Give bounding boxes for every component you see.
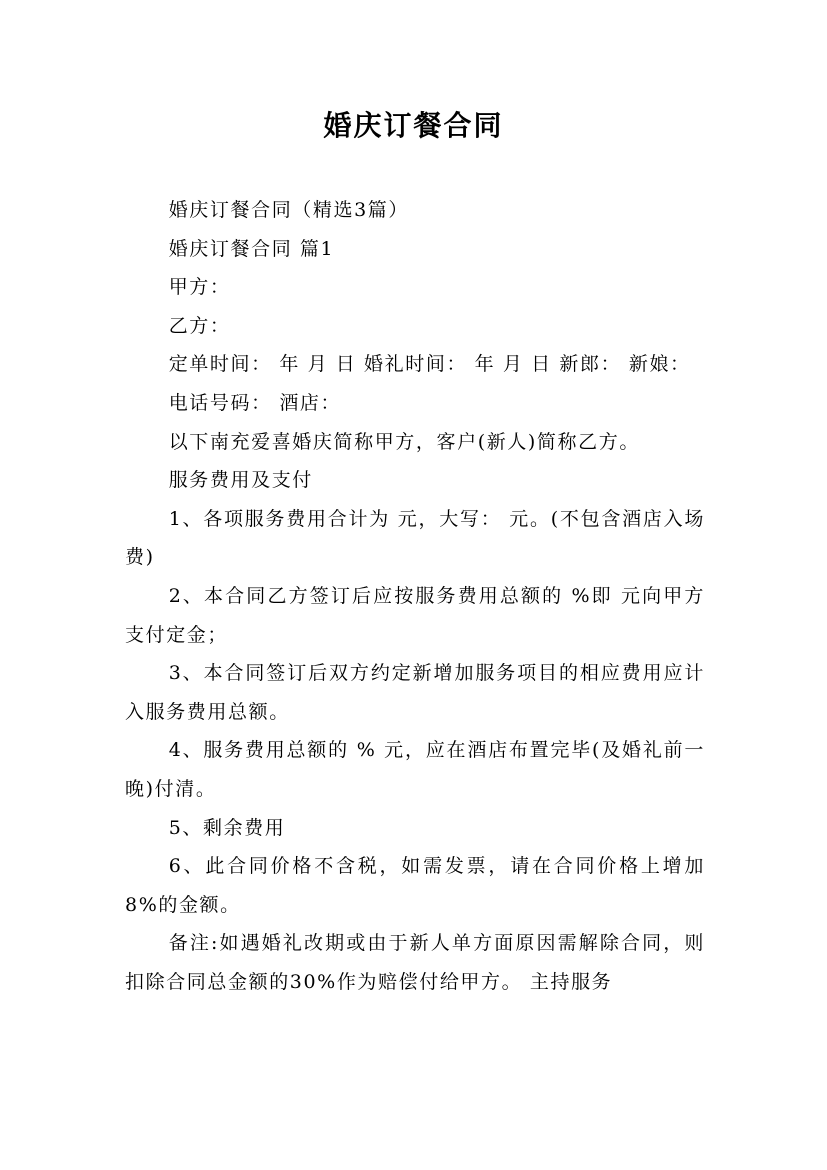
paragraph: 4、服务费用总额的 % 元，应在酒店布置完毕(及婚礼前一晚)付清。: [125, 739, 705, 800]
paragraph: 电话号码： 酒店：: [168, 391, 342, 414]
paragraph: 6、此合同价格不含税，如需发票，请在合同价格上增加8%的金额。: [125, 855, 705, 916]
paragraph: 乙方：: [168, 314, 231, 337]
paragraph: 婚庆订餐合同 篇1: [168, 237, 335, 260]
document-title: 婚庆订餐合同: [323, 109, 504, 142]
paragraph: 定单时间： 年 月 日 婚礼时间： 年 月 日 新郎： 新娘：: [168, 353, 691, 376]
paragraph: 婚庆订餐合同（精选3篇）: [168, 199, 409, 221]
paragraph: 服务费用及支付: [168, 469, 313, 492]
paragraph: 以下南充爱喜婚庆简称甲方，客户(新人)简称乙方。: [168, 430, 640, 453]
paragraph: 5、剩余费用: [168, 816, 286, 839]
document-body: [125, 191, 705, 1001]
paragraph: 1、各项服务费用合计为 元，大写： 元。(不包含酒店入场费): [125, 507, 705, 569]
paragraph: 备注:如遇婚礼改期或由于新人单方面原因需解除合同，则扣除合同总金额的30%作为赔偿付给甲方。 主持服务: [125, 932, 705, 993]
paragraph: 3、本合同签订后双方约定新增加服务项目的相应费用应计入服务费用总额。: [125, 662, 705, 723]
paragraph: 2、本合同乙方签订后应按服务费用总额的 %即 元向甲方支付定金；: [125, 584, 705, 646]
paragraph: 甲方：: [168, 276, 231, 299]
